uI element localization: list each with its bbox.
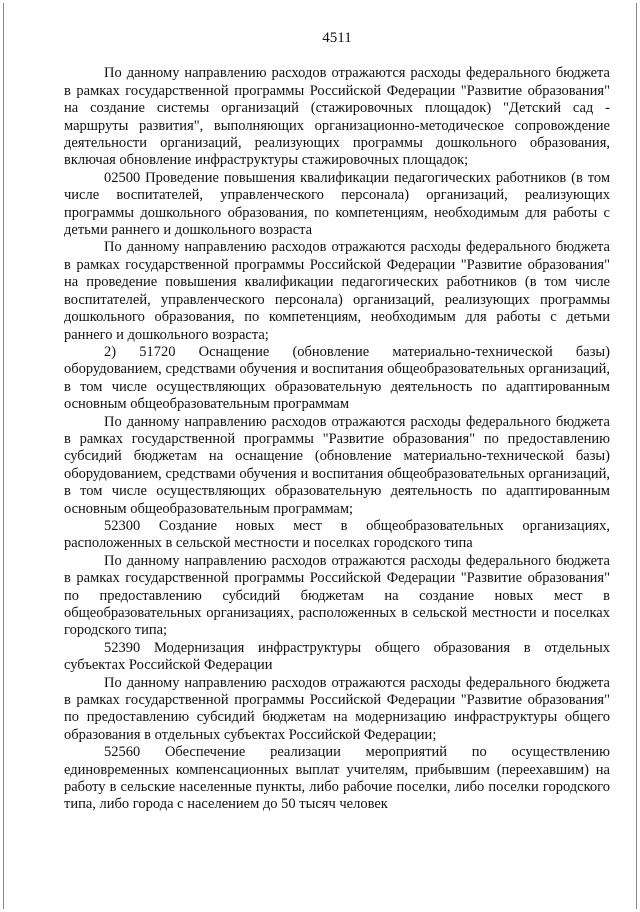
document-page [64,30,610,814]
paragraph-6: 52300 Создание новых мест в общеобразовательных организациях, расположенных в сельской местности и поселках городского типа [64,517,610,552]
paragraph-8: 52390 Модернизация инфраструктуры общего образования в отдельных субъектах Российской Федерации [64,639,610,674]
page-number: 4511 [322,30,352,46]
paragraph-9: По данному направлению расходов отражаются расходы федерального бюджета в рамках государственной программы Российской Федерации "Развитие образования" по предоставлению субсидий бюджетам на модернизацию инфраструктуры общего образования в отдельных субъектах Российской Федерации; [64,674,610,743]
paragraph-1: По данному направлению расходов отражаются расходы федерального бюджета в рамках государственной программы Российской Федерации "Развитие образования" на создание системы организаций (стажировочных площадок) "Детский сад - маршруты развития", выполняющих организационно-методическое сопровождение деятельности организаций, реализующих программы дошкольного образования, включая обновление инфраструктуры стажировочных площадок; [64,65,610,169]
paragraph-3: По данному направлению расходов отражаются расходы федерального бюджета в рамках государственной программы Российской Федерации "Развитие образования" на проведение повышения квалификации педагогических работников (в том числе воспитателей, управленческого персонала) организаций, реализующих программы дошкольного образования, по компетенциям, необходимым для работы с детьми раннего и дошкольного возраста; [64,239,610,343]
paragraph-4: 2) 51720 Оснащение (обновление материально-технической базы) оборудованием, средствами обучения и воспитания общеобразовательных организаций, в том числе осуществляющих образовательную деятельность по адаптированным основным общеобразовательным программам [64,343,610,413]
paragraph-5: По данному направлению расходов отражаются расходы федерального бюджета в рамках государственной программы "Развитие образования" по предоставлению субсидий бюджетам на оснащение (обновление материально-технической базы) оборудованием, средствами обучения и воспитания общеобразовательных организаций, в том числе осуществляющих образовательную деятельность по адаптированным основным общеобразовательным программам; [64,413,610,517]
paragraph-7: По данному направлению расходов отражаются расходы федерального бюджета в рамках государственной программы Российской Федерации "Развитие образования" по предоставлению субсидий бюджетам на создание новых мест в общеобразовательных организациях, расположенных в сельской местности и поселках городского типа; [64,552,610,639]
paragraph-10: 52560 Обеспечение реализации мероприятий по осуществлению единовременных компенсационных выплат учителям, прибывшим (переехавшим) на работу в сельские населенные пункты, либо рабочие поселки, либо поселки городского типа, либо города с населением до 50 тысяч человек [64,744,610,813]
paragraph-2: 02500 Проведение повышения квалификации педагогических работников (в том числе воспитателей, управленческого персонала) организаций, реализующих программы дошкольного образования, по компетенциям, необходимым для работы с детьми раннего и дошкольного возраста [64,169,610,239]
